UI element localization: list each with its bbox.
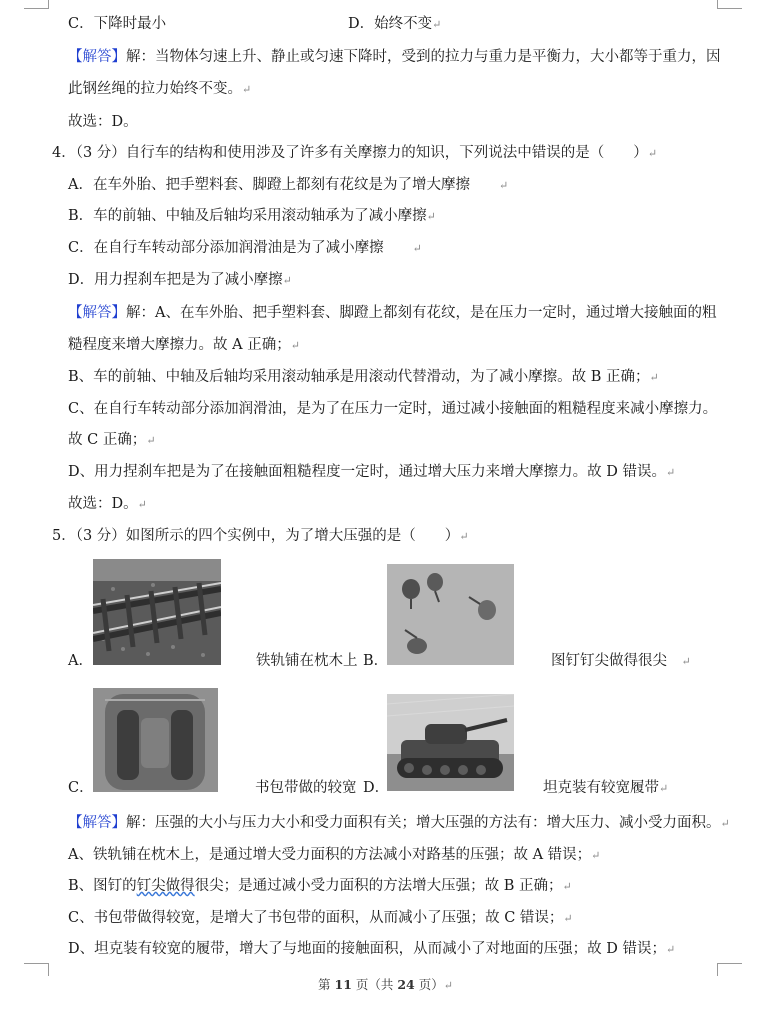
q4-option-a: A．在车外胎、把手塑料套、脚蹬上都刻有花纹是为了增大摩擦 ↵ [68, 177, 509, 193]
answer-tag: 【解答】 [68, 305, 126, 321]
thumbtacks-image [387, 564, 514, 665]
q5-answer-line-2: A、铁轨铺在枕木上，是通过增大受力面积的方法减小对路基的压强；故 A 错误；↵ [68, 847, 601, 863]
q4-answer-line-5: 故 C 正确；↵ [68, 432, 156, 448]
q4-answer-line-1: 【解答】解：A、在车外胎、把手塑料套、脚蹬上都刻有花纹，是在压力一定时，通过增大接触面的粗 [68, 305, 717, 321]
backpack-image [93, 688, 218, 792]
q3-choose: 故选：D。 [68, 114, 138, 130]
crop-mark-top-right [717, 0, 742, 9]
q4-answer-line-6: D、用力捏刹车把是为了在接触面粗糙程度一定时，通过增大压力来增大摩擦力。故 D 错误。↵ [68, 464, 676, 480]
page-total: 24 [397, 977, 415, 992]
answer-tag: 【解答】 [68, 49, 126, 65]
q5-option-b-caption: 图钉钉尖做得很尖 ↵ [551, 653, 691, 669]
q5-answer-line-5: D、坦克装有较宽的履带，增大了与地面的接触面积，从而减小了对地面的压强；故 D 错误；↵ [68, 941, 676, 957]
q5-option-a-caption: 铁轨铺在枕木上 [256, 653, 358, 669]
q4-option-b: B．车的前轴、中轴及后轴均采用滚动轴承为了减小摩擦↵ [68, 208, 436, 224]
q5-answer-line-3: B、图钉的钉尖做得很尖；是通过减小受力面积的方法增大压强；故 B 正确；↵ [68, 878, 572, 894]
railway-sleepers-image [93, 559, 221, 665]
q4-answer-line-3: B、车的前轴、中轴及后轴均采用滚动轴承是用滚动代替滑动，为了减小摩擦。故 B 正确；↵ [68, 369, 659, 385]
tank-image [387, 694, 514, 791]
crop-mark-top-left [24, 0, 49, 9]
page-footer: 第 11 页（共 24 页）↵ [318, 977, 453, 992]
q4-stem: 4．（3 分）自行车的结构和使用涉及了许多有关摩擦力的知识，下列说法中错误的是（ ）↵ [52, 145, 658, 161]
spellcheck-underline: 钉尖做得 [136, 878, 195, 894]
q4-answer-line-2: 糙程度来增大摩擦力。故 A 正确；↵ [68, 337, 300, 353]
page-number: 11 [334, 977, 352, 992]
q3-answer-line-2: 此钢丝绳的拉力始终不变。↵ [68, 81, 252, 97]
q5-stem: 5．（3 分）如图所示的四个实例中，为了增大压强的是（ ）↵ [52, 528, 469, 544]
answer-tag: 【解答】 [68, 815, 126, 831]
q4-answer-line-4: C、在自行车转动部分添加润滑油，是为了在压力一定时，通过减小接触面的粗糙程度来减小摩擦力。 [68, 401, 718, 417]
q4-option-d: D．用力捏刹车把是为了减小摩擦↵ [68, 272, 292, 288]
q5-option-d-caption: 坦克装有较宽履带↵ [543, 780, 669, 796]
q3-answer-line-1: 【解答】解：当物体匀速上升、静止或匀速下降时，受到的拉力与重力是平衡力，大小都等于重力，因 [68, 49, 721, 65]
q5-option-d-letter: D． [363, 780, 390, 796]
q4-option-c: C．在自行车转动部分添加润滑油是为了减小摩擦 ↵ [68, 240, 422, 256]
q5-option-a-letter: A． [68, 653, 93, 669]
q5-option-b-letter: B． [363, 653, 389, 669]
q5-answer-line-1: 【解答】解：压强的大小与压力大小和受力面积有关；增大压强的方法有：增大压力、减小受力面积。↵ [68, 815, 730, 831]
q5-option-c-letter: C． [68, 780, 94, 796]
q4-choose: 故选：D。↵ [68, 496, 147, 512]
q3-option-c: C．下降时最小 [68, 16, 167, 32]
q5-answer-line-4: C、书包带做得较宽，是增大了书包带的面积，从而减小了压强；故 C 错误；↵ [68, 910, 573, 926]
q5-option-c-caption: 书包带做的较宽 [255, 780, 357, 796]
q3-option-d: D．始终不变↵ [348, 16, 442, 32]
paragraph-mark: ↵ [432, 18, 442, 31]
